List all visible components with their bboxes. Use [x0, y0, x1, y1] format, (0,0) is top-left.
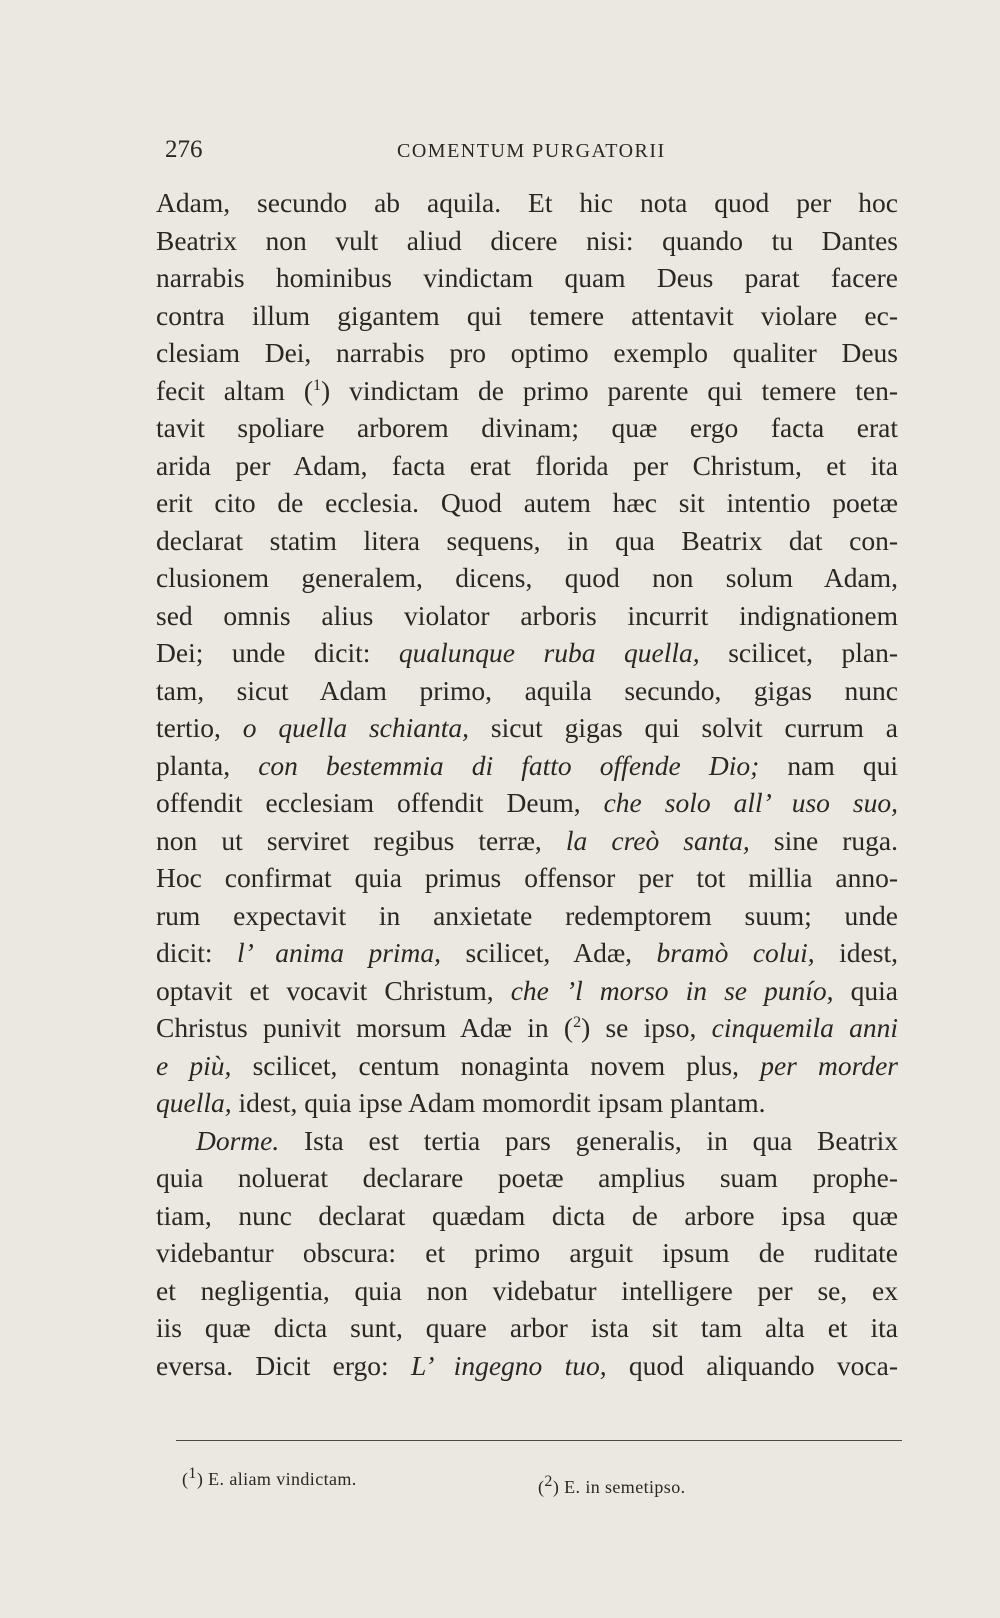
text-line: videbantur obscura: et primo arguit ipsum de ruditate [156, 1237, 898, 1268]
text-line: quia noluerat declarare poetæ amplius suam prophe- [156, 1162, 898, 1193]
italic-quote: bramò colui, [656, 937, 815, 968]
page-header [165, 136, 895, 170]
running-title: COMENTUM PURGATORII [397, 140, 666, 162]
footnote-ref-1: 1 [312, 376, 321, 394]
italic-quote: quella, [156, 1087, 232, 1118]
text-line: eversa. Dicit ergo: L’ ingegno tuo, quod aliquando voca- [156, 1349, 898, 1381]
text-line: Christus punivit morsum Adæ in ($^2$) se ipso, cinquemila anni [156, 1012, 898, 1043]
footnote-rule [176, 1440, 902, 1441]
text-line: declarat statim litera sequens, in qua Beatrix dat con- [156, 524, 898, 556]
italic-quote: L’ ingegno tuo, [411, 1349, 607, 1381]
text-line: optavit et vocavit Christum, che ’l morso in se punío, quia [156, 974, 898, 1006]
italic-quote: e più, [156, 1049, 232, 1081]
text-line: arida per Adam, facta erat florida per Christum, et ita [156, 449, 898, 481]
text-line: clusionem generalem, dicens, quod non solum Adam, [156, 562, 898, 593]
italic-quote: qualunque ruba quella, [398, 637, 700, 668]
text-line: tam, sicut Adam primo, aquila secundo, gigas nunc [156, 674, 898, 706]
text-line: erit cito de ecclesia. Quod autem hæc sit intentio poetæ [156, 487, 898, 518]
body-text [156, 184, 898, 1384]
text-line: non ut serviret regibus terræ, la creò santa, sine ruga. [156, 824, 898, 856]
text-line: iis quæ dicta sunt, quare arbor ista sit tam alta et ita [156, 1312, 898, 1343]
text-line: tavit spoliare arborem divinam; quæ ergo facta erat [156, 412, 898, 443]
footnote-1: ($^1$) E. aliam vindictam. [182, 1465, 357, 1489]
italic-lemma: Dorme. [196, 1124, 280, 1156]
text-line: tertio, o quella schianta, sicut gigas qui solvit currum a [156, 712, 898, 743]
text-line: rum expectavit in anxietate redemptorem suum; unde [156, 899, 898, 931]
footnote-ref-2: 2 [573, 1013, 582, 1031]
text-line: Adam, secundo ab aquila. Et hic nota quod per hoc [156, 187, 898, 218]
italic-quote: cinquemila anni [711, 1012, 898, 1043]
text-line: quella, idest, quia ipse Adam momordit ipsam plantam. [156, 1087, 766, 1118]
text-line: fecit altam ($^1$) vindictam de primo parente qui temere ten- [156, 374, 898, 406]
text-line: Dei; unde dicit: qualunque ruba quella, scilicet, plan- [156, 637, 898, 668]
italic-quote: l’ anima prima, [237, 937, 442, 968]
text-line: planta, con bestemmia di fatto offende Dio; nam qui [156, 749, 898, 781]
text-line: e più, scilicet, centum nonaginta novem plus, per morder [156, 1049, 898, 1081]
text-line: sed omnis alius violator arboris incurrit indignationem [156, 599, 898, 631]
page-number: 276 [165, 136, 203, 163]
text-line: et negligentia, quia non videbatur intelligere per se, ex [156, 1274, 898, 1306]
italic-quote: la creò santa, [565, 824, 750, 856]
italic-quote: che ’l morso in se punío, [510, 974, 834, 1006]
text-line: contra illum gigantem qui temere attentavit violare ec- [156, 299, 898, 331]
text-line: Dorme. Ista est tertia pars generalis, in qua Beatrix [196, 1124, 898, 1156]
footnotes [182, 1465, 882, 1509]
text-line: dicit: l’ anima prima, scilicet, Adæ, bramò colui, idest, [156, 937, 898, 968]
italic-quote: con bestemmia di fatto offende Dio; [258, 749, 760, 781]
italic-quote: che solo all’ uso suo, [603, 787, 898, 818]
text-line: clesiam Dei, narrabis pro optimo exemplo qualiter Deus [156, 337, 898, 368]
text-line: tiam, nunc declarat quædam dicta de arbore ipsa quæ [156, 1199, 898, 1231]
italic-quote: per morder [760, 1049, 898, 1081]
text-line: narrabis hominibus vindictam quam Deus parat facere [156, 262, 898, 293]
text-line: Beatrix non vult aliud dicere nisi: quando tu Dantes [156, 224, 898, 256]
italic-quote: o quella schianta, [242, 712, 470, 743]
footnote-2: ($^2$) E. in semetipso. [538, 1473, 686, 1497]
text-line: offendit ecclesiam offendit Deum, che solo all’ uso suo, [156, 787, 898, 818]
text-line: Hoc confirmat quia primus offensor per tot millia anno- [156, 862, 898, 893]
